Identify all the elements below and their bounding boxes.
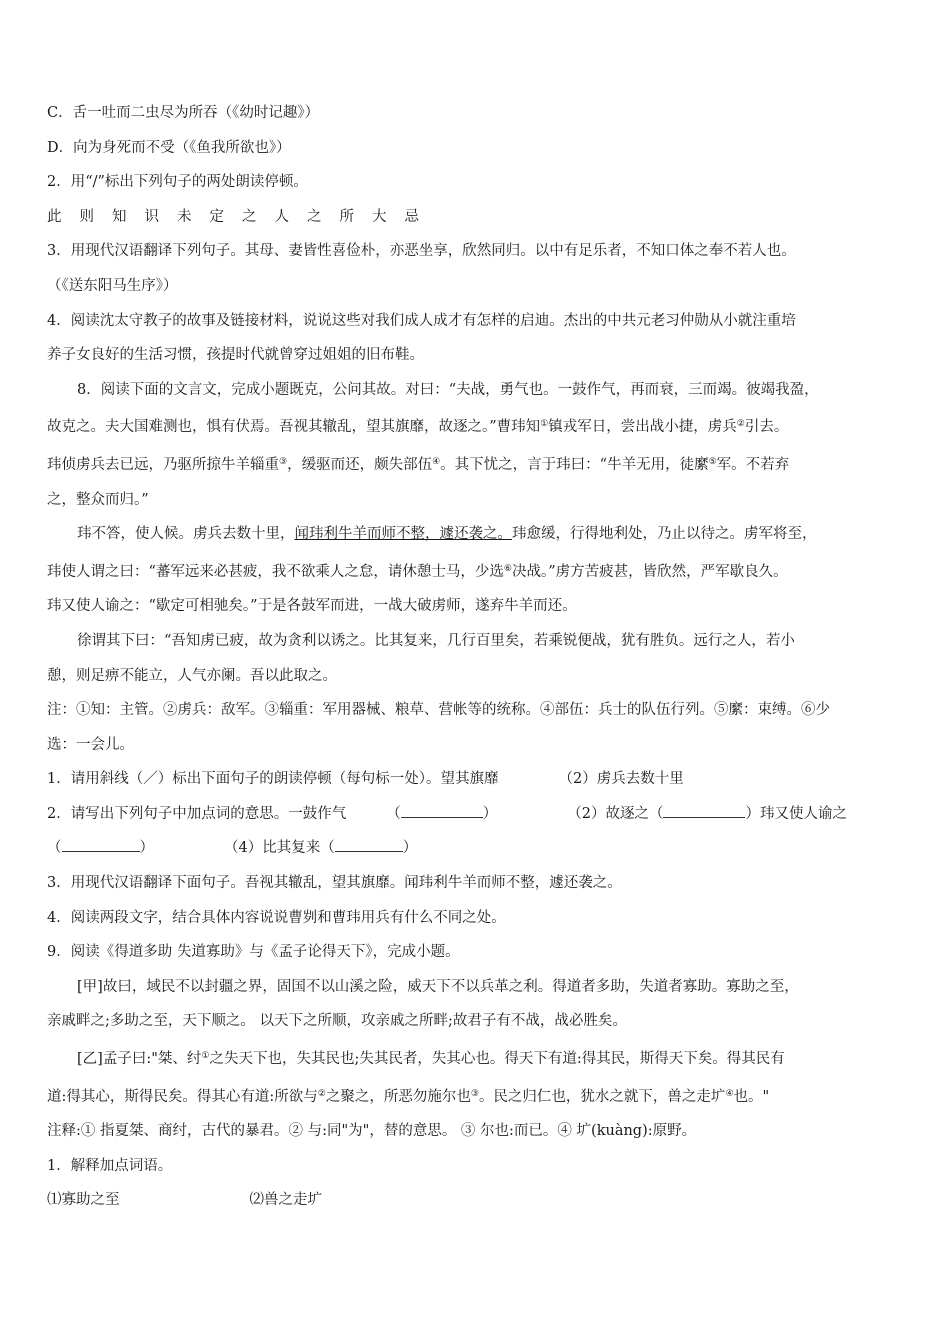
option-d: D．向为身死而不受（《鱼我所欲也》）	[47, 139, 291, 156]
notes-cont: 选：一会儿。	[47, 736, 134, 753]
subquestion-2-cont: （ ） （4）比其复来（ ）	[47, 840, 418, 857]
pause-sentence: 此则知识未定之人之所大忌	[47, 208, 437, 225]
passage-8-line: 徐谓其下曰：“吾知虏已疲，故为贪利以诱之。比其复来，几行百里矣，若乘锐便战，犹有胜负。远行之人，若小	[77, 632, 795, 649]
subquestion-9-1-items: ⑴寡助之至 ⑵兽之走圹	[47, 1192, 322, 1209]
passage-8-line: 8．阅读下面的文言文，完成小题既克，公问其故。对曰：“夫战，勇气也。一鼓作气，再而衰，三而竭。彼竭我盈，	[77, 381, 819, 398]
question-4-cont: 养子女良好的生活习惯，孩提时代就曾穿过姐姐的旧布鞋。	[47, 347, 424, 364]
subquestion-4: 4．阅读两段文字，结合具体内容说说曹刿和曹玮用兵有什么不同之处。	[47, 909, 506, 926]
passage-8-line: 之，整众而归。”	[47, 491, 149, 508]
subquestion-2: 2．请写出下列句子中加点词的意思。一鼓作气 （ ） （2）故逐之（ ）玮又使人谕之	[47, 805, 847, 822]
question-3: 3．用现代汉语翻译下列句子。其母、妻皆性喜俭朴，亦恶坐享，欣然同归。以中有足乐者，不知口体之奉不若人也。	[47, 243, 796, 260]
passage-8-line: 憩，则足痹不能立，人气亦阑。吾以此取之。	[47, 667, 337, 684]
passage-8-line: 玮不答，使人候。虏兵去数十里，闻玮利牛羊而师不整，遽还袭之。玮愈缓，行得地利处，乃止以待之。虏军将至，	[77, 526, 817, 543]
passage-8-line: 玮使人谓之曰：“蕃军远来必甚疲，我不欲乘人之怠，请休憩士马，少选⑥决战。”虏方苦疲甚，皆欣然，严军歇良久。	[47, 563, 788, 580]
answer-blank[interactable]	[663, 805, 745, 818]
passage-jia-cont: 亲戚畔之;多助之至，天下顺之。 以天下之所顺，攻亲戚之所畔;故君子有不战，战必胜矣。	[47, 1013, 627, 1030]
question-9: 9．阅读《得道多助 失道寡助》与《孟子论得天下》，完成小题。	[47, 944, 460, 961]
passage-8-line: 玮侦虏兵去已远，乃驱所掠牛羊辎重③，缓驱而还，颇失部伍④。其下忧之，言于玮曰：“牛羊无用，徒縻⑤军。不若弃	[47, 456, 790, 473]
question-2: 2．用“/”标出下列句子的两处朗读停顿。	[47, 174, 308, 191]
passage-8-line: 故克之。夫大国难测也，惧有伏焉。吾视其辙乱，望其旗靡，故逐之。”曹玮知①镇戎军日，尝出战小捷，虏兵②引去。	[47, 419, 789, 436]
passage-yi: [乙]孟子曰:"桀、纣①之失天下也，失其民也;失其民者，失其心也。得天下有道:得其民，斯得天下矣。得其民有	[77, 1051, 785, 1068]
underlined-sentence: 闻玮利牛羊而师不整，遽还袭之。	[294, 526, 512, 543]
option-c: C．舌一吐而二虫尽为所吞（《幼时记趣》）	[47, 105, 320, 121]
notes: 注：①知：主管。②虏兵：敌军。③辎重：军用器械、粮草、营帐等的统称。④部伍：兵士的队伍行列。⑤縻：束缚。⑥少	[47, 702, 830, 719]
answer-blank[interactable]	[335, 839, 403, 852]
question-3-source: （《送东阳马生序》）	[47, 277, 178, 294]
subquestion-1: 1．请用斜线（／）标出下面句子的朗读停顿（每句标一处）。望其旗靡 （2）虏兵去数十里	[47, 771, 684, 788]
subquestion-3: 3．用现代汉语翻译下面句子。吾视其辙乱，望其旗靡。闻玮利牛羊而师不整，遽还袭之。	[47, 875, 622, 892]
question-4: 4．阅读沈太守教子的故事及链接材料，说说这些对我们成人成才有怎样的启迪。杰出的中共元老习仲勋从小就注重培	[47, 312, 796, 329]
passage-8-line: 玮又使人谕之：“歇定可相驰矣。”于是各鼓军而进，一战大破虏师，遂弃牛羊而还。	[47, 598, 577, 615]
answer-blank[interactable]	[62, 839, 140, 852]
answer-blank[interactable]	[401, 805, 483, 818]
annotations: 注释:① 指夏桀、商纣，古代的暴君。② 与:同"为"，替的意思。 ③ 尔也:而已。④ 圹(kuàng):原野。	[47, 1123, 697, 1140]
subquestion-9-1: 1．解释加点词语。	[47, 1157, 173, 1174]
passage-jia: [甲]故曰，域民不以封疆之界，固国不以山溪之险，威天下不以兵革之利。得道者多助，失道者寡助。寡助之至，	[77, 978, 799, 995]
passage-yi-cont: 道:得其心，斯得民矣。得其心有道:所欲与②之聚之，所恶勿施尔也③。民之归仁也，犹水之就下，兽之走圹④也。"	[47, 1088, 770, 1105]
